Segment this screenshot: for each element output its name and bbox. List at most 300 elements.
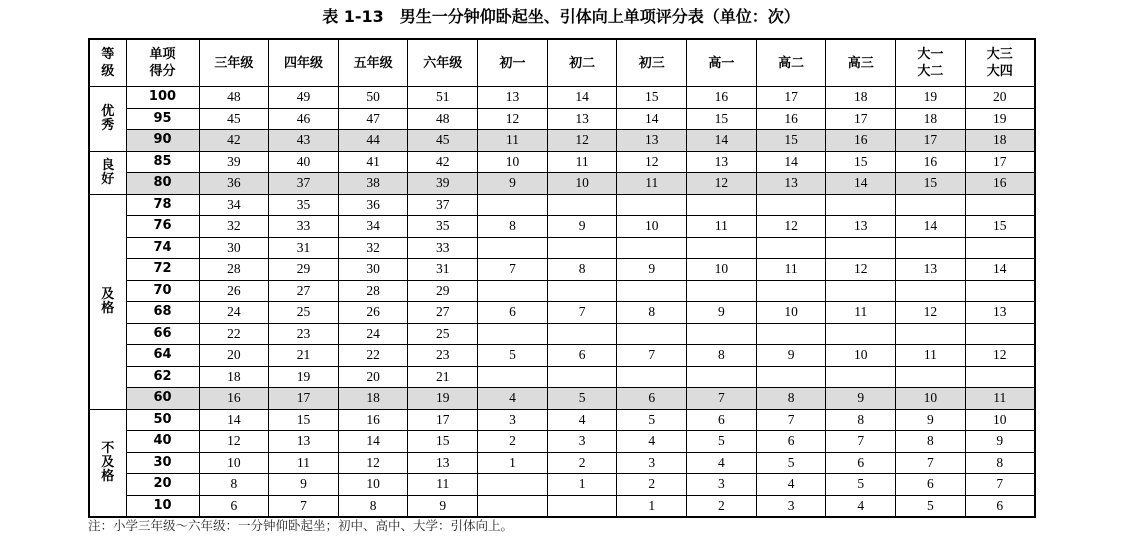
value-cell: 11 xyxy=(756,259,826,281)
value-cell: 17 xyxy=(896,130,966,152)
value-cell: 1 xyxy=(547,474,617,496)
value-cell: 11 xyxy=(965,388,1035,410)
header-grade-5: 初二 xyxy=(547,39,617,87)
value-cell: 14 xyxy=(687,130,757,152)
header-grade-4: 初一 xyxy=(478,39,548,87)
value-cell: 37 xyxy=(408,194,478,216)
value-cell: 35 xyxy=(408,216,478,238)
value-cell: 30 xyxy=(338,259,408,281)
value-cell: 14 xyxy=(338,431,408,453)
value-cell: 10 xyxy=(617,216,687,238)
value-cell: 20 xyxy=(338,366,408,388)
value-cell: 48 xyxy=(199,87,269,109)
value-cell: 13 xyxy=(965,302,1035,324)
value-cell: 9 xyxy=(756,345,826,367)
value-cell: 10 xyxy=(338,474,408,496)
value-cell: 7 xyxy=(756,409,826,431)
score-cell: 95 xyxy=(126,108,199,130)
value-cell: 33 xyxy=(408,237,478,259)
value-cell: 16 xyxy=(965,173,1035,195)
value-cell: 45 xyxy=(408,130,478,152)
table-row xyxy=(89,409,1035,431)
value-cell: 12 xyxy=(547,130,617,152)
value-cell: 12 xyxy=(896,302,966,324)
value-cell: 19 xyxy=(965,108,1035,130)
value-cell: 18 xyxy=(896,108,966,130)
value-cell: 4 xyxy=(547,409,617,431)
value-cell: 26 xyxy=(199,280,269,302)
value-cell: 8 xyxy=(826,409,896,431)
value-cell: 31 xyxy=(408,259,478,281)
value-cell xyxy=(547,280,617,302)
value-cell xyxy=(547,237,617,259)
value-cell: 25 xyxy=(269,302,339,324)
value-cell: 49 xyxy=(269,87,339,109)
value-cell xyxy=(965,366,1035,388)
value-cell xyxy=(687,194,757,216)
value-cell: 42 xyxy=(408,151,478,173)
value-cell xyxy=(896,366,966,388)
score-cell: 66 xyxy=(126,323,199,345)
value-cell: 23 xyxy=(408,345,478,367)
table-row xyxy=(89,431,1035,453)
value-cell: 14 xyxy=(547,87,617,109)
value-cell: 6 xyxy=(896,474,966,496)
value-cell xyxy=(547,323,617,345)
value-cell: 31 xyxy=(269,237,339,259)
value-cell: 11 xyxy=(896,345,966,367)
value-cell: 16 xyxy=(896,151,966,173)
value-cell xyxy=(826,194,896,216)
value-cell: 5 xyxy=(478,345,548,367)
value-cell: 8 xyxy=(199,474,269,496)
value-cell: 12 xyxy=(687,173,757,195)
value-cell: 10 xyxy=(687,259,757,281)
value-cell: 8 xyxy=(547,259,617,281)
value-cell: 15 xyxy=(408,431,478,453)
level-label: 及 格 xyxy=(89,194,126,409)
value-cell xyxy=(687,280,757,302)
value-cell: 39 xyxy=(199,151,269,173)
value-cell: 7 xyxy=(617,345,687,367)
value-cell: 8 xyxy=(756,388,826,410)
header-row xyxy=(89,39,1035,87)
value-cell: 11 xyxy=(408,474,478,496)
value-cell: 19 xyxy=(896,87,966,109)
value-cell: 6 xyxy=(199,495,269,517)
value-cell: 50 xyxy=(338,87,408,109)
level-label: 优 秀 xyxy=(89,87,126,152)
level-label: 良 好 xyxy=(89,151,126,194)
value-cell: 23 xyxy=(269,323,339,345)
value-cell: 17 xyxy=(269,388,339,410)
value-cell: 11 xyxy=(269,452,339,474)
value-cell: 7 xyxy=(547,302,617,324)
value-cell: 7 xyxy=(896,452,966,474)
value-cell xyxy=(617,366,687,388)
value-cell xyxy=(478,280,548,302)
value-cell xyxy=(478,237,548,259)
value-cell: 3 xyxy=(617,452,687,474)
value-cell: 28 xyxy=(199,259,269,281)
header-grade-6: 初三 xyxy=(617,39,687,87)
value-cell: 10 xyxy=(547,173,617,195)
value-cell xyxy=(826,323,896,345)
value-cell: 10 xyxy=(756,302,826,324)
value-cell xyxy=(965,280,1035,302)
header-grade-9: 高三 xyxy=(826,39,896,87)
value-cell: 13 xyxy=(617,130,687,152)
value-cell: 39 xyxy=(408,173,478,195)
value-cell xyxy=(478,495,548,517)
value-cell: 15 xyxy=(896,173,966,195)
value-cell: 16 xyxy=(826,130,896,152)
header-level: 等 级 xyxy=(89,39,126,87)
value-cell: 9 xyxy=(965,431,1035,453)
value-cell: 14 xyxy=(896,216,966,238)
value-cell xyxy=(617,323,687,345)
value-cell xyxy=(896,323,966,345)
value-cell xyxy=(756,194,826,216)
value-cell: 46 xyxy=(269,108,339,130)
value-cell: 16 xyxy=(338,409,408,431)
value-cell: 51 xyxy=(408,87,478,109)
value-cell: 41 xyxy=(338,151,408,173)
table-row xyxy=(89,130,1035,152)
value-cell: 47 xyxy=(338,108,408,130)
level-label: 不 及 格 xyxy=(89,409,126,517)
value-cell: 27 xyxy=(269,280,339,302)
value-cell: 20 xyxy=(199,345,269,367)
value-cell xyxy=(478,194,548,216)
value-cell: 10 xyxy=(826,345,896,367)
value-cell xyxy=(965,237,1035,259)
value-cell: 6 xyxy=(965,495,1035,517)
value-cell xyxy=(478,366,548,388)
value-cell: 13 xyxy=(547,108,617,130)
value-cell: 9 xyxy=(269,474,339,496)
value-cell: 34 xyxy=(338,216,408,238)
value-cell: 3 xyxy=(756,495,826,517)
value-cell: 36 xyxy=(199,173,269,195)
value-cell: 11 xyxy=(547,151,617,173)
value-cell xyxy=(826,237,896,259)
value-cell: 35 xyxy=(269,194,339,216)
value-cell: 17 xyxy=(965,151,1035,173)
score-cell: 74 xyxy=(126,237,199,259)
value-cell: 13 xyxy=(756,173,826,195)
value-cell xyxy=(478,474,548,496)
value-cell xyxy=(547,194,617,216)
value-cell: 22 xyxy=(199,323,269,345)
value-cell: 13 xyxy=(826,216,896,238)
value-cell: 21 xyxy=(269,345,339,367)
header-grade-10: 大一 大二 xyxy=(896,39,966,87)
value-cell: 24 xyxy=(199,302,269,324)
value-cell: 8 xyxy=(687,345,757,367)
value-cell: 16 xyxy=(687,87,757,109)
value-cell: 5 xyxy=(687,431,757,453)
value-cell: 9 xyxy=(617,259,687,281)
value-cell: 36 xyxy=(338,194,408,216)
value-cell: 37 xyxy=(269,173,339,195)
value-cell: 38 xyxy=(338,173,408,195)
value-cell: 44 xyxy=(338,130,408,152)
score-cell: 72 xyxy=(126,259,199,281)
value-cell: 13 xyxy=(478,87,548,109)
value-cell: 16 xyxy=(199,388,269,410)
value-cell: 4 xyxy=(617,431,687,453)
value-cell: 12 xyxy=(826,259,896,281)
value-cell: 15 xyxy=(756,130,826,152)
value-cell xyxy=(687,323,757,345)
value-cell xyxy=(756,280,826,302)
table-row xyxy=(89,366,1035,388)
value-cell: 5 xyxy=(756,452,826,474)
value-cell: 34 xyxy=(199,194,269,216)
value-cell: 6 xyxy=(478,302,548,324)
value-cell: 32 xyxy=(199,216,269,238)
value-cell: 12 xyxy=(478,108,548,130)
header-grade-8: 高二 xyxy=(756,39,826,87)
table-row xyxy=(89,280,1035,302)
value-cell: 13 xyxy=(687,151,757,173)
score-cell: 85 xyxy=(126,151,199,173)
score-cell: 30 xyxy=(126,452,199,474)
value-cell: 18 xyxy=(826,87,896,109)
value-cell xyxy=(547,495,617,517)
value-cell: 19 xyxy=(408,388,478,410)
value-cell: 15 xyxy=(617,87,687,109)
value-cell: 3 xyxy=(478,409,548,431)
value-cell: 13 xyxy=(896,259,966,281)
value-cell: 4 xyxy=(826,495,896,517)
score-cell: 10 xyxy=(126,495,199,517)
value-cell: 17 xyxy=(826,108,896,130)
value-cell: 14 xyxy=(965,259,1035,281)
table-row xyxy=(89,173,1035,195)
value-cell: 15 xyxy=(687,108,757,130)
value-cell: 15 xyxy=(826,151,896,173)
value-cell xyxy=(826,366,896,388)
value-cell: 7 xyxy=(826,431,896,453)
value-cell: 32 xyxy=(338,237,408,259)
value-cell: 6 xyxy=(756,431,826,453)
value-cell: 30 xyxy=(199,237,269,259)
table-row xyxy=(89,237,1035,259)
value-cell xyxy=(756,237,826,259)
table-header xyxy=(89,39,1035,87)
score-cell: 60 xyxy=(126,388,199,410)
value-cell xyxy=(687,366,757,388)
value-cell: 2 xyxy=(547,452,617,474)
value-cell: 18 xyxy=(199,366,269,388)
score-cell: 90 xyxy=(126,130,199,152)
value-cell: 20 xyxy=(965,87,1035,109)
value-cell: 9 xyxy=(478,173,548,195)
value-cell: 8 xyxy=(617,302,687,324)
value-cell: 29 xyxy=(269,259,339,281)
value-cell: 8 xyxy=(478,216,548,238)
score-cell: 78 xyxy=(126,194,199,216)
value-cell: 3 xyxy=(547,431,617,453)
value-cell xyxy=(617,194,687,216)
score-cell: 50 xyxy=(126,409,199,431)
table-row xyxy=(89,323,1035,345)
header-grade-1: 四年级 xyxy=(269,39,339,87)
value-cell: 11 xyxy=(478,130,548,152)
score-table xyxy=(88,38,1036,518)
table-row xyxy=(89,452,1035,474)
value-cell: 12 xyxy=(338,452,408,474)
value-cell: 18 xyxy=(965,130,1035,152)
value-cell: 2 xyxy=(617,474,687,496)
table-row xyxy=(89,495,1035,517)
value-cell: 8 xyxy=(896,431,966,453)
table-row xyxy=(89,259,1035,281)
value-cell: 6 xyxy=(826,452,896,474)
value-cell xyxy=(687,237,757,259)
header-grade-0: 三年级 xyxy=(199,39,269,87)
table-note: 注：小学三年级～六年级：一分钟仰卧起坐；初中、高中、大学：引体向上。 xyxy=(88,518,514,533)
score-cell: 100 xyxy=(126,87,199,109)
value-cell: 8 xyxy=(965,452,1035,474)
value-cell: 27 xyxy=(408,302,478,324)
score-cell: 76 xyxy=(126,216,199,238)
table-row xyxy=(89,216,1035,238)
value-cell: 14 xyxy=(826,173,896,195)
value-cell xyxy=(478,323,548,345)
value-cell: 13 xyxy=(269,431,339,453)
table-row xyxy=(89,151,1035,173)
value-cell: 12 xyxy=(756,216,826,238)
value-cell: 5 xyxy=(896,495,966,517)
value-cell xyxy=(896,194,966,216)
value-cell: 45 xyxy=(199,108,269,130)
value-cell: 4 xyxy=(687,452,757,474)
value-cell: 11 xyxy=(617,173,687,195)
header-grade-3: 六年级 xyxy=(408,39,478,87)
header-grade-11: 大三 大四 xyxy=(965,39,1035,87)
value-cell xyxy=(896,237,966,259)
value-cell: 7 xyxy=(687,388,757,410)
value-cell xyxy=(896,280,966,302)
value-cell: 9 xyxy=(547,216,617,238)
value-cell: 7 xyxy=(965,474,1035,496)
score-cell: 70 xyxy=(126,280,199,302)
header-grade-7: 高一 xyxy=(687,39,757,87)
value-cell: 48 xyxy=(408,108,478,130)
value-cell: 15 xyxy=(269,409,339,431)
value-cell: 14 xyxy=(617,108,687,130)
value-cell: 6 xyxy=(547,345,617,367)
value-cell xyxy=(617,280,687,302)
value-cell: 10 xyxy=(199,452,269,474)
value-cell: 1 xyxy=(617,495,687,517)
table-row xyxy=(89,108,1035,130)
value-cell: 3 xyxy=(687,474,757,496)
value-cell: 22 xyxy=(338,345,408,367)
value-cell: 18 xyxy=(338,388,408,410)
value-cell: 1 xyxy=(478,452,548,474)
value-cell: 13 xyxy=(408,452,478,474)
value-cell xyxy=(756,366,826,388)
value-cell: 14 xyxy=(199,409,269,431)
value-cell: 5 xyxy=(617,409,687,431)
value-cell xyxy=(965,194,1035,216)
value-cell: 17 xyxy=(408,409,478,431)
value-cell: 19 xyxy=(269,366,339,388)
value-cell xyxy=(965,323,1035,345)
table-body xyxy=(89,87,1035,517)
value-cell: 29 xyxy=(408,280,478,302)
value-cell: 10 xyxy=(478,151,548,173)
table-title: 表 1-13 男生一分钟仰卧起坐、引体向上单项评分表（单位：次） xyxy=(322,7,800,26)
value-cell: 12 xyxy=(617,151,687,173)
score-cell: 80 xyxy=(126,173,199,195)
table-row xyxy=(89,388,1035,410)
value-cell: 4 xyxy=(478,388,548,410)
value-cell: 14 xyxy=(756,151,826,173)
value-cell: 10 xyxy=(965,409,1035,431)
value-cell: 7 xyxy=(478,259,548,281)
value-cell: 9 xyxy=(826,388,896,410)
value-cell: 42 xyxy=(199,130,269,152)
value-cell: 12 xyxy=(199,431,269,453)
value-cell: 43 xyxy=(269,130,339,152)
value-cell: 28 xyxy=(338,280,408,302)
header-score: 单项 得分 xyxy=(126,39,199,87)
value-cell: 7 xyxy=(269,495,339,517)
value-cell xyxy=(617,237,687,259)
value-cell: 6 xyxy=(687,409,757,431)
value-cell: 9 xyxy=(896,409,966,431)
value-cell xyxy=(756,323,826,345)
value-cell: 40 xyxy=(269,151,339,173)
value-cell: 26 xyxy=(338,302,408,324)
value-cell: 9 xyxy=(687,302,757,324)
value-cell: 5 xyxy=(547,388,617,410)
value-cell: 4 xyxy=(756,474,826,496)
table-row xyxy=(89,194,1035,216)
score-cell: 62 xyxy=(126,366,199,388)
value-cell: 9 xyxy=(408,495,478,517)
value-cell: 6 xyxy=(617,388,687,410)
value-cell: 21 xyxy=(408,366,478,388)
score-cell: 68 xyxy=(126,302,199,324)
value-cell: 5 xyxy=(826,474,896,496)
value-cell: 2 xyxy=(478,431,548,453)
table-row xyxy=(89,474,1035,496)
score-cell: 20 xyxy=(126,474,199,496)
table-row xyxy=(89,87,1035,109)
value-cell: 11 xyxy=(826,302,896,324)
score-cell: 64 xyxy=(126,345,199,367)
table-row xyxy=(89,302,1035,324)
value-cell: 33 xyxy=(269,216,339,238)
value-cell: 15 xyxy=(965,216,1035,238)
value-cell: 25 xyxy=(408,323,478,345)
value-cell: 10 xyxy=(896,388,966,410)
value-cell xyxy=(826,280,896,302)
header-grade-2: 五年级 xyxy=(338,39,408,87)
value-cell: 2 xyxy=(687,495,757,517)
value-cell: 8 xyxy=(338,495,408,517)
value-cell xyxy=(547,366,617,388)
table-row xyxy=(89,345,1035,367)
value-cell: 24 xyxy=(338,323,408,345)
value-cell: 12 xyxy=(965,345,1035,367)
